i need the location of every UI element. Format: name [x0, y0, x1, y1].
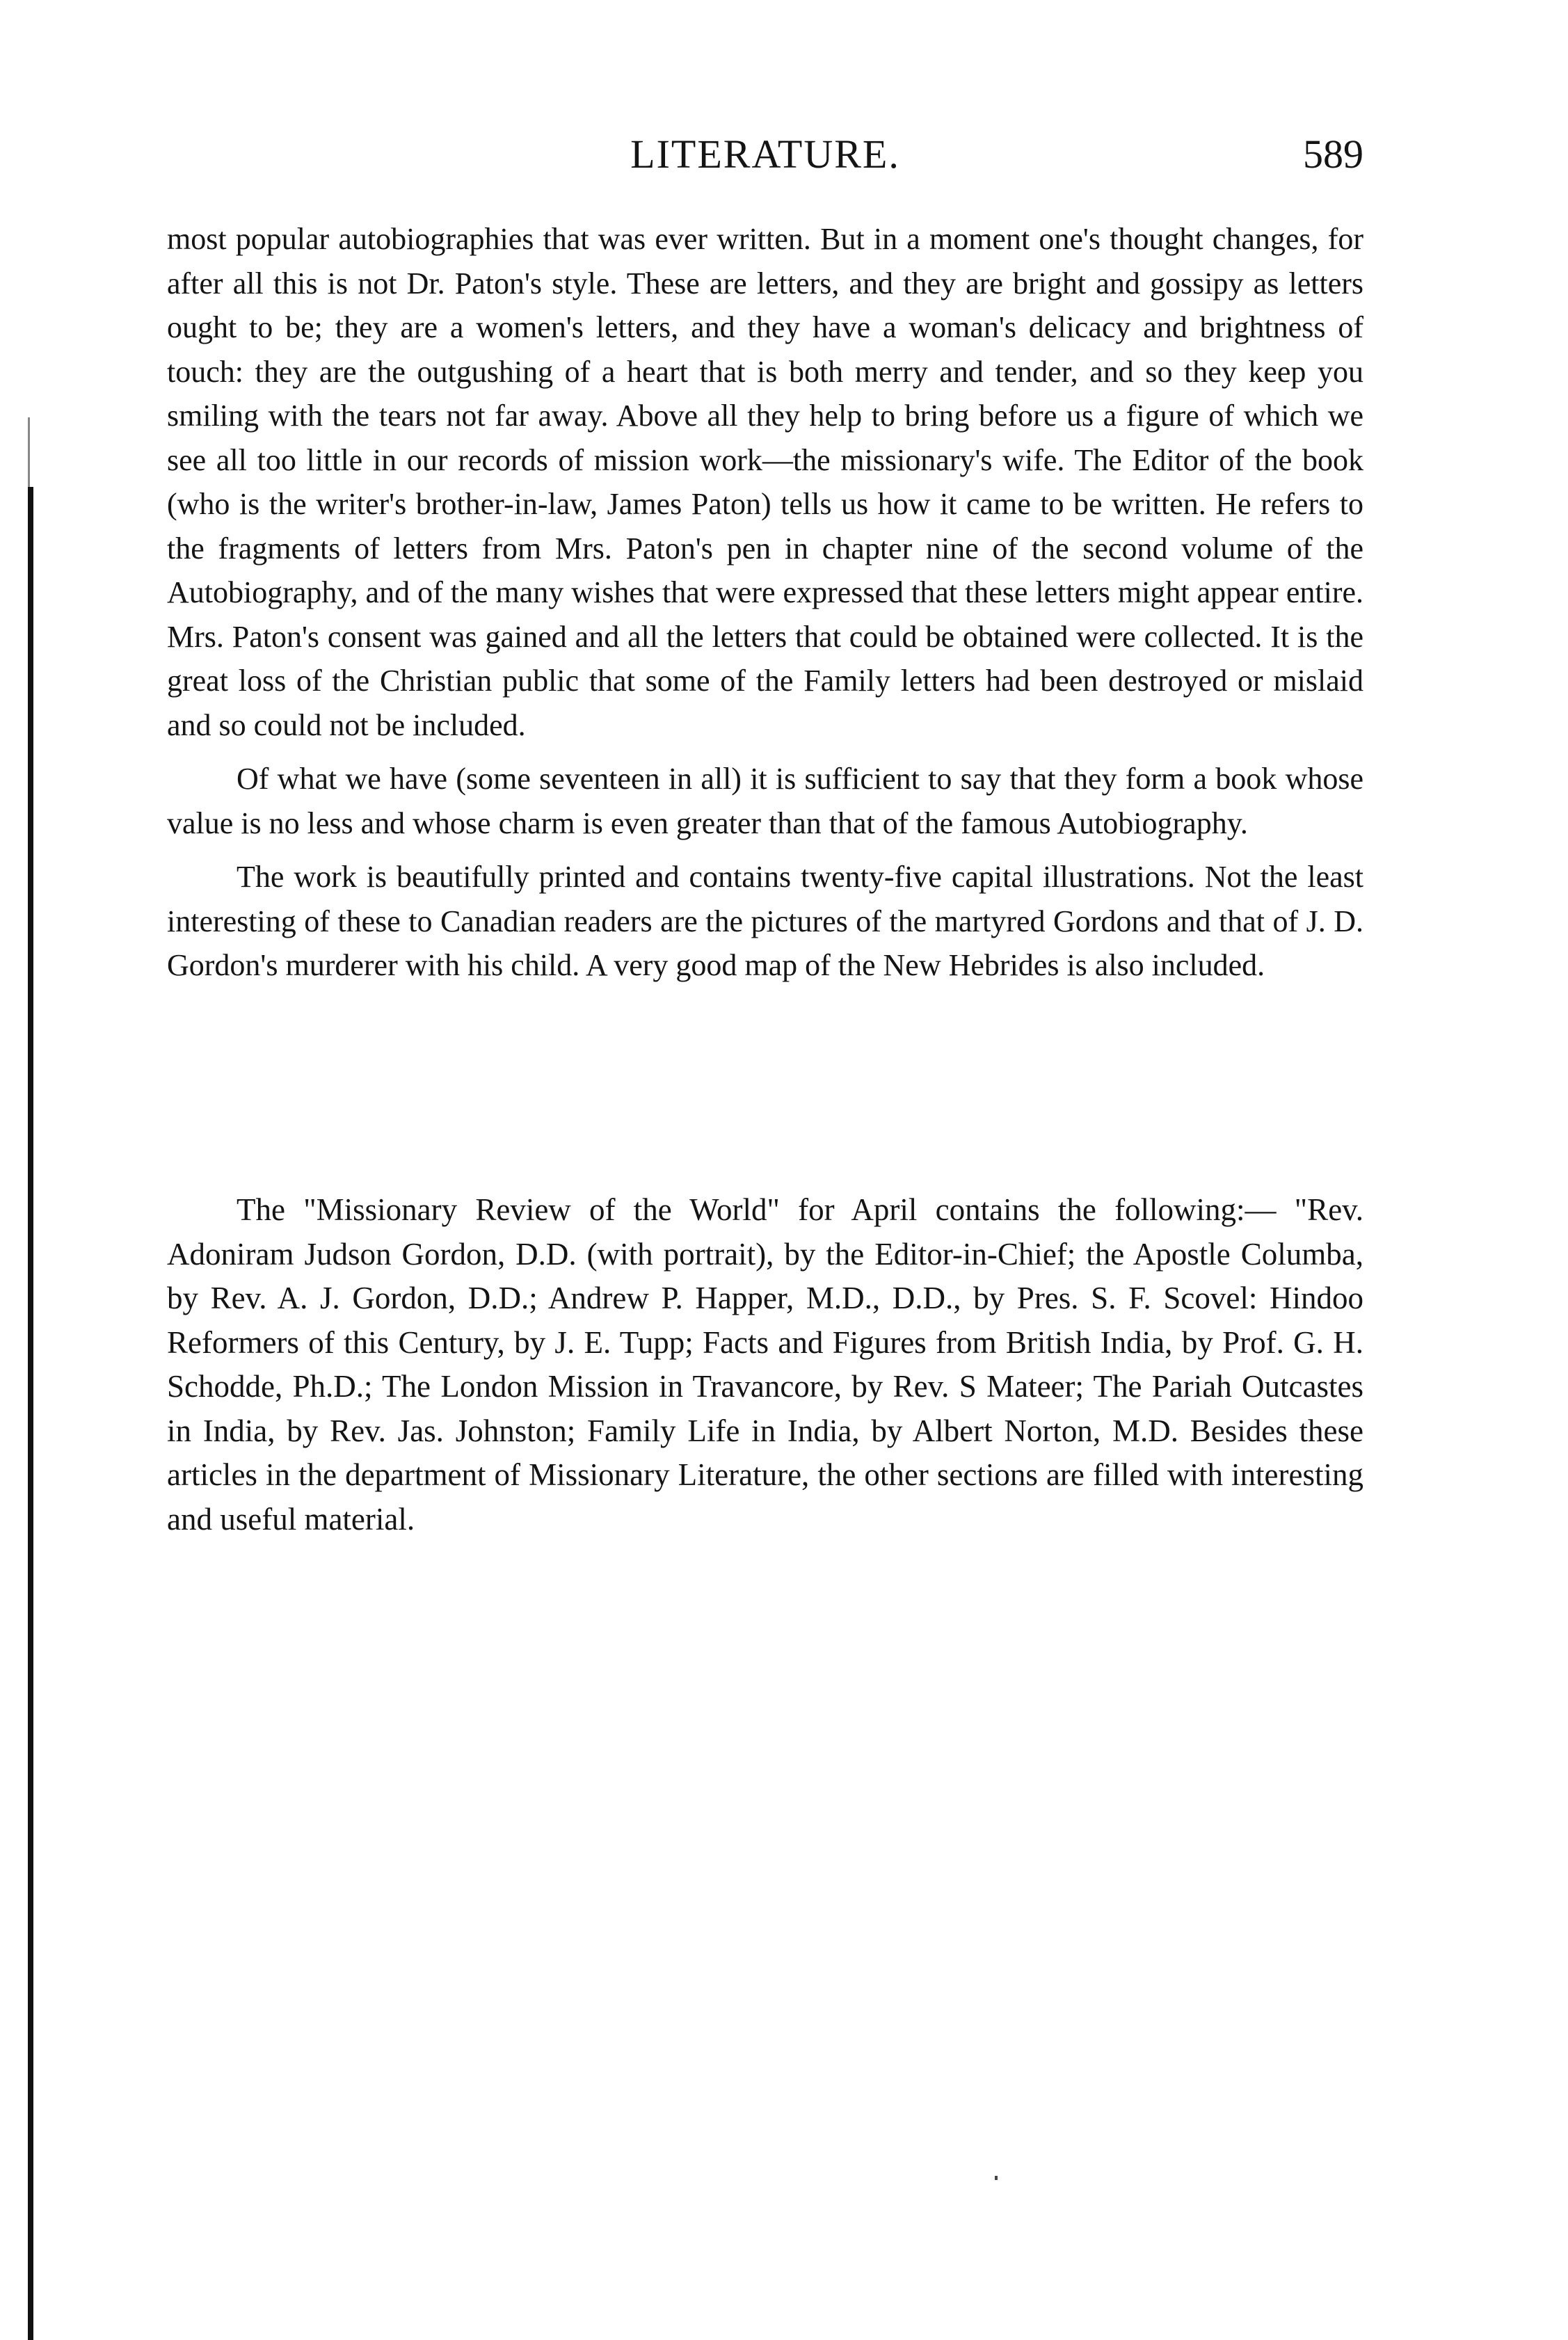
- paragraph: The work is beautifully printed and contains twenty-five capital illustrations. Not the least interesting of these to Canadian readers are the pictures of the martyred Gordons and that of J. D. Gordon's murderer with his child. A very good map of the New Hebrides is also included.: [167, 860, 1363, 982]
- print-speck: [995, 2176, 998, 2180]
- page-number: 589: [1303, 131, 1363, 177]
- paragraph: Of what we have (some seventeen in all) it is sufficient to say that they form a book whose value is no less and whose charm is even greater than that of the famous Autobiography.: [167, 762, 1363, 840]
- paragraph: The "Missionary Review of the World" for April contains the following:— "Rev. Adoniram Judson Gordon, D.D. (with portrait), by the Editor-in-Chief; the Apostle Columba, by Rev. A. J. Gordon, D.D.; Andrew P. Happer, M.D., D.D., by Pres. S. F. Scovel: Hindoo Reformers of this Century, by J. E. Tupp; Facts and Figures from British India, by Prof. G. H. Schodde, Ph.D.; The London Mission in Travancore, by Rev. S Mateer; The Pariah Outcastes in India, by Rev. Jas. Johnston; Family Life in India, by Albert Norton, M.D. Besides these articles in the department of Missionary Literature, the other sections are filled with interesting and useful material.: [167, 1192, 1363, 1537]
- running-title: LITERATURE.: [630, 131, 900, 177]
- scan-edge-shadow: [28, 487, 33, 2340]
- scan-edge-shadow-faint: [28, 417, 30, 487]
- review-paton-letters: [167, 217, 1363, 988]
- page-header: [167, 127, 1363, 182]
- paragraph-continued: most popular autobiographies that was ever written. But in a moment one's thought changes, for after all this is not Dr. Paton's style. These are letters, and they are bright and gossipy as letters ought to be; they are a women's letters, and they have a woman's delicacy and brightness of touch: they are the outgushing of a heart that is both merry and tender, and so they keep you smiling with the tears not far away. Above all they help to bring before us a figure of which we see all too little in our records of mission work—the missionary's wife. The Editor of the book (who is the writer's brother-in-law, James Paton) tells us how it came to be written. He refers to the fragments of letters from Mrs. Paton's pen in chapter nine of the second volume of the Autobiography, and of the many wishes that were expressed that these letters might appear entire. Mrs. Paton's consent was gained and all the letters that could be obtained were collected. It is the great loss of the Christian public that some of the Family letters had been destroyed or mislaid and so could not be included.: [167, 222, 1363, 742]
- review-missionary-review: [167, 1188, 1363, 1541]
